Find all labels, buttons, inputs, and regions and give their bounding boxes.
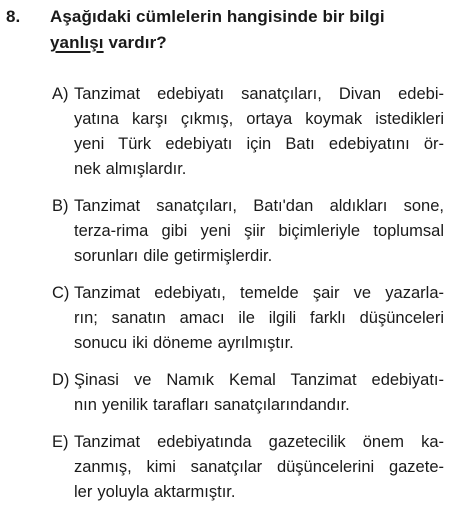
option-c[interactable] bbox=[52, 281, 444, 356]
option-line: nın yenilik tarafları sanatçılarındandır. bbox=[74, 396, 350, 414]
option-letter: A) bbox=[52, 85, 69, 103]
question-stem-end: vardır? bbox=[103, 33, 167, 52]
answer-options bbox=[52, 82, 444, 517]
option-line: nek almışlardır. bbox=[74, 160, 187, 178]
option-b[interactable] bbox=[52, 194, 444, 269]
option-text bbox=[74, 281, 444, 356]
option-d[interactable] bbox=[52, 368, 444, 418]
question-number: 8. bbox=[6, 7, 21, 26]
option-letter: B) bbox=[52, 197, 69, 215]
option-line: Tanzimat edebiyatı, temelde şair ve yazarla- bbox=[74, 284, 444, 302]
question-stem-underlined-word: yanlışı bbox=[50, 33, 104, 52]
option-line: ler yoluyla aktarmıştır. bbox=[74, 483, 236, 501]
option-line: yeni Türk edebiyatı için Batı edebiyatını ör- bbox=[74, 135, 444, 153]
option-line: sonucu iki döneme ayrılmıştır. bbox=[74, 334, 294, 352]
option-letter: D) bbox=[52, 371, 70, 389]
option-line: sorunları dile getirmişlerdir. bbox=[74, 247, 273, 265]
option-line: Tanzimat sanatçıları, Batı'dan aldıkları sone, bbox=[74, 197, 444, 215]
option-line: Tanzimat edebiyatı sanatçıları, Divan edebi- bbox=[74, 85, 444, 103]
option-line: yatına karşı çıkmış, ortaya koymak istedikleri bbox=[74, 110, 444, 128]
option-line: Tanzimat edebiyatında gazetecilik önem ka- bbox=[74, 433, 444, 451]
option-line: rın; sanatın amacı ile ilgili farklı düşünceleri bbox=[74, 309, 444, 327]
option-letter: C) bbox=[52, 284, 70, 302]
option-text bbox=[74, 368, 444, 418]
option-line: terza-rima gibi yeni şiir biçimleriyle toplumsal bbox=[74, 222, 444, 240]
question-stem bbox=[50, 4, 446, 56]
question-stem-text: Aşağıdaki cümlelerin hangisinde bir bilgi bbox=[50, 7, 385, 26]
option-text bbox=[74, 194, 444, 269]
option-letter: E) bbox=[52, 433, 69, 451]
option-line: Şinasi ve Namık Kemal Tanzimat edebiyatı- bbox=[74, 371, 444, 389]
option-text bbox=[74, 82, 444, 182]
option-text bbox=[74, 430, 444, 505]
option-e[interactable] bbox=[52, 430, 444, 505]
option-line: zanmış, kimi sanatçılar düşüncelerini gazete- bbox=[74, 458, 444, 476]
option-a[interactable] bbox=[52, 82, 444, 182]
